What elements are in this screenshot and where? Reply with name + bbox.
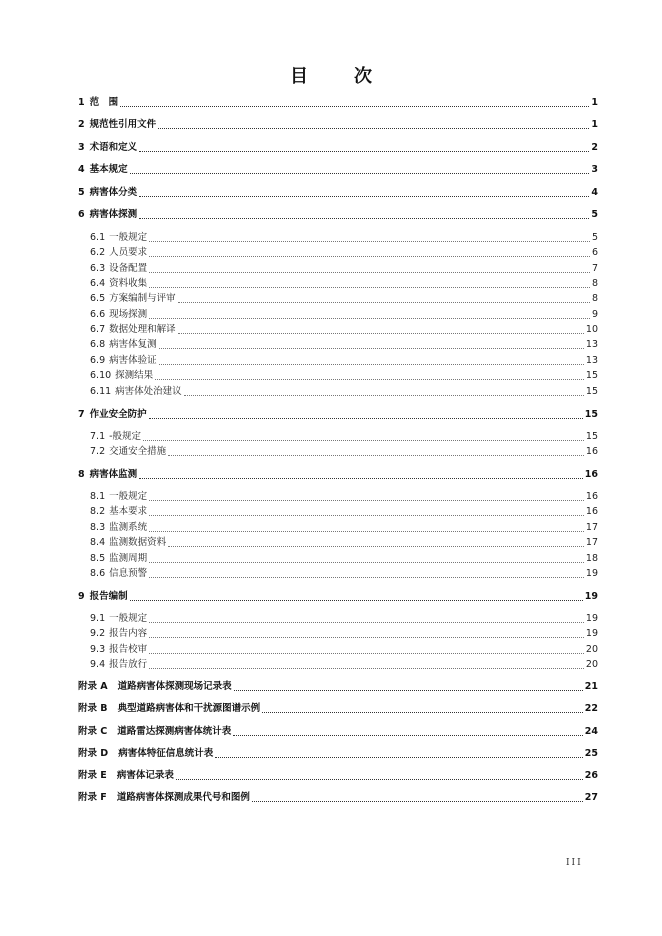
- toc-entry-label: 道路病害体探测成果代号和图例: [116, 792, 250, 803]
- toc-entry-page: 18: [585, 553, 598, 564]
- toc-entry-number: 6.6: [90, 309, 106, 320]
- toc-entry[interactable]: [78, 768, 598, 784]
- dot-leader: [149, 500, 584, 501]
- toc-entry-page: 1: [591, 97, 598, 108]
- toc-entry[interactable]: [78, 117, 598, 133]
- toc-entry-number: 6.4: [90, 278, 106, 289]
- toc-entry-label: 报告校审: [109, 644, 148, 655]
- dot-leader: [139, 478, 583, 479]
- toc-entry-number: 7: [78, 409, 85, 420]
- toc-entry-page: 8: [591, 293, 598, 304]
- toc-entry[interactable]: [78, 140, 598, 156]
- toc-entry-page: 20: [585, 644, 598, 655]
- toc-entry[interactable]: [78, 679, 598, 695]
- toc-entry-number: 4: [78, 164, 85, 175]
- toc-entry-number: 附录 B: [78, 703, 108, 714]
- toc-entry-number: 9.1: [90, 613, 106, 624]
- toc-entry[interactable]: [90, 551, 598, 567]
- toc-entry[interactable]: [78, 746, 598, 762]
- toc-entry-label: 典型道路病害体和干扰源图谱示例: [117, 703, 261, 714]
- toc-entry-label: 术语和定义: [89, 142, 138, 153]
- toc-entry-page: 25: [584, 748, 598, 759]
- toc-entry-number: 附录 E: [78, 770, 107, 781]
- toc-entry-number: 8.3: [90, 522, 106, 533]
- toc-entry[interactable]: [90, 429, 598, 445]
- toc-entry[interactable]: [78, 162, 598, 178]
- toc-entry-number: 3: [78, 142, 85, 153]
- toc-entry-label: 作业安全防护: [89, 409, 147, 420]
- toc-entry[interactable]: [90, 520, 598, 536]
- toc-entry-page: 3: [591, 164, 598, 175]
- dot-leader: [159, 364, 584, 365]
- toc-entry-number: 7.2: [90, 446, 106, 457]
- dot-leader: [262, 712, 583, 713]
- toc-entry-label: 一般规定: [109, 613, 148, 624]
- toc-entry-number: 8: [78, 469, 85, 480]
- toc-entry-label: 基本要求: [109, 506, 148, 517]
- toc-entry[interactable]: [90, 291, 598, 307]
- toc-entry-page: 15: [584, 409, 598, 420]
- toc-entry-page: 16: [585, 506, 598, 517]
- toc-entry-label: 交通安全措施: [109, 446, 167, 457]
- toc-entry-label: 道路病害体探测现场记录表: [117, 681, 232, 692]
- dot-leader: [149, 515, 584, 516]
- toc-entry-label: 监测系统: [109, 522, 148, 533]
- toc-entry-number: 附录 C: [78, 726, 108, 737]
- toc-entry-label: 病害体特征信息统计表: [118, 748, 214, 759]
- toc-entry-page: 22: [584, 703, 598, 714]
- toc-entry-label: 监测周期: [109, 553, 148, 564]
- toc-entry-label: 报告编制: [89, 591, 128, 602]
- toc-entry-page: 19: [585, 613, 598, 624]
- toc-entry-number: 附录 F: [78, 792, 107, 803]
- dot-leader: [149, 318, 590, 319]
- toc-entry-page: 4: [591, 187, 598, 198]
- toc-entry-number: 6: [78, 209, 85, 220]
- toc-entry[interactable]: [90, 611, 598, 627]
- toc-entry-label: 监测数据资料: [109, 537, 167, 548]
- dot-leader: [130, 173, 590, 174]
- toc-entry-page: 10: [585, 324, 598, 335]
- toc-entry-label: 规范性引用文件: [89, 119, 157, 130]
- toc-entry-page: 5: [591, 209, 598, 220]
- toc-entry[interactable]: [90, 230, 598, 246]
- toc-entry-number: 6.7: [90, 324, 106, 335]
- toc-entry-page: 6: [591, 247, 598, 258]
- dot-leader: [155, 379, 584, 380]
- dot-leader: [168, 455, 584, 456]
- toc-entry-number: 9: [78, 591, 85, 602]
- toc-entry[interactable]: [90, 353, 598, 369]
- toc-entry-page: 1: [591, 119, 598, 130]
- dot-leader: [149, 562, 584, 563]
- toc-entry-label: 信息预警: [109, 568, 148, 579]
- toc-entry-label: 现场探测: [109, 309, 148, 320]
- dot-leader: [234, 690, 583, 691]
- toc-entry-page: 13: [585, 339, 598, 350]
- dot-leader: [149, 531, 584, 532]
- toc-entry-number: 9.2: [90, 628, 106, 639]
- toc-entry-page: 7: [591, 263, 598, 274]
- toc-entry[interactable]: [90, 322, 598, 338]
- toc-entry[interactable]: [78, 701, 598, 717]
- toc-entry-number: 6.9: [90, 355, 106, 366]
- toc-entry[interactable]: [78, 467, 598, 483]
- dot-leader: [184, 395, 584, 396]
- toc-entry-page: 13: [585, 355, 598, 366]
- dot-leader: [215, 757, 583, 758]
- toc-entry[interactable]: [78, 407, 598, 423]
- toc-entry-label: 方案编制与评审: [109, 293, 176, 304]
- dot-leader: [149, 418, 583, 419]
- toc-entry[interactable]: [78, 185, 598, 201]
- dot-leader: [149, 272, 590, 273]
- toc-entry-number: 6.2: [90, 247, 106, 258]
- page-title: 目 次: [290, 66, 386, 87]
- toc-entry-number: 8.2: [90, 506, 106, 517]
- toc-entry-number: 附录 D: [78, 748, 109, 759]
- toc-entry-page: 17: [585, 522, 598, 533]
- toc-entry-label: 探测结果: [115, 370, 154, 381]
- dot-leader: [149, 668, 584, 669]
- toc-entry-page: 5: [591, 232, 598, 243]
- toc-entry-page: 15: [585, 386, 598, 397]
- dot-leader: [139, 196, 589, 197]
- dot-leader: [149, 622, 584, 623]
- toc-entry[interactable]: [90, 276, 598, 292]
- toc-entry-label: 病害体探测: [89, 209, 138, 220]
- dot-leader: [168, 546, 584, 547]
- toc-entry-number: 6.10: [90, 370, 112, 381]
- toc-entry-number: 5: [78, 187, 85, 198]
- toc-entry-label: 数据处理和解译: [109, 324, 176, 335]
- dot-leader: [149, 241, 590, 242]
- toc-entry[interactable]: [90, 489, 598, 505]
- toc-entry-label: 病害体复测: [109, 339, 157, 350]
- toc-entry-number: 7.1: [90, 431, 106, 442]
- dot-leader: [149, 287, 590, 288]
- toc-entry-label: 设备配置: [109, 263, 148, 274]
- toc-entry[interactable]: [90, 642, 598, 658]
- toc-entry[interactable]: [90, 566, 598, 582]
- dot-leader: [149, 577, 584, 578]
- toc-entry-label: 报告放行: [109, 659, 148, 670]
- toc-entry-page: 8: [591, 278, 598, 289]
- toc-entry-page: 15: [585, 370, 598, 381]
- toc-entry-number: 8.6: [90, 568, 106, 579]
- dot-leader: [233, 735, 582, 736]
- toc-entry-page: 19: [584, 591, 598, 602]
- toc-entry-number: 8.5: [90, 553, 106, 564]
- toc-entry-page: 9: [591, 309, 598, 320]
- toc-entry[interactable]: [78, 724, 598, 740]
- toc-entry[interactable]: [78, 95, 598, 111]
- toc-entry-number: 8.4: [90, 537, 106, 548]
- toc-entry-label: -般规定: [109, 431, 142, 442]
- dot-leader: [120, 106, 589, 107]
- toc-entry[interactable]: [90, 245, 598, 261]
- toc-entry-number: 6.1: [90, 232, 106, 243]
- toc-entry[interactable]: [90, 535, 598, 551]
- toc-entry[interactable]: [78, 790, 598, 806]
- toc-entry-page: 24: [584, 726, 598, 737]
- toc-entry-page: 21: [584, 681, 598, 692]
- toc-entry[interactable]: [78, 589, 598, 605]
- toc-entry-number: 6.11: [90, 386, 112, 397]
- toc-entry-number: 9.3: [90, 644, 106, 655]
- toc-entry-label: 道路雷达探测病害体统计表: [117, 726, 232, 737]
- toc-entry[interactable]: [78, 207, 598, 223]
- toc-entry-page: 16: [585, 446, 598, 457]
- toc-entry-label: 病害体记录表: [116, 770, 174, 781]
- toc-entry[interactable]: [90, 384, 598, 400]
- dot-leader: [139, 218, 589, 219]
- dot-leader: [252, 801, 583, 802]
- toc-entry-page: 19: [585, 568, 598, 579]
- toc-entry-page: 26: [584, 770, 598, 781]
- toc-entry-page: 20: [585, 659, 598, 670]
- toc-entry[interactable]: [90, 368, 598, 384]
- dot-leader: [149, 256, 590, 257]
- toc-entry-label: 一般规定: [109, 491, 148, 502]
- toc-entry[interactable]: [90, 444, 598, 460]
- toc-entry-page: 15: [585, 431, 598, 442]
- toc-entry-number: 6.8: [90, 339, 106, 350]
- dot-leader: [158, 128, 589, 129]
- toc-entry[interactable]: [90, 337, 598, 353]
- toc-entry-label: 范 围: [89, 97, 119, 108]
- toc-entry-page: 19: [585, 628, 598, 639]
- toc-entry[interactable]: [90, 307, 598, 323]
- toc-entry-page: 16: [584, 469, 598, 480]
- toc-entry-page: 17: [585, 537, 598, 548]
- toc-entry-label: 病害体验证: [109, 355, 157, 366]
- toc-entry-label: 病害体分类: [89, 187, 138, 198]
- toc-entry-number: 9.4: [90, 659, 106, 670]
- toc-entry-label: 资料收集: [109, 278, 148, 289]
- toc-entry-number: 8.1: [90, 491, 106, 502]
- toc-entry-number: 附录 A: [78, 681, 108, 692]
- toc-entry-page: 16: [585, 491, 598, 502]
- dot-leader: [139, 151, 589, 152]
- dot-leader: [176, 779, 583, 780]
- toc-entry-number: 1: [78, 97, 85, 108]
- toc-entry-label: 人员要求: [109, 247, 148, 258]
- toc-entry-number: 6.5: [90, 293, 106, 304]
- toc-entry-label: 一般规定: [109, 232, 148, 243]
- toc-entry-label: 病害体监测: [89, 469, 138, 480]
- toc-entry-label: 报告内容: [109, 628, 148, 639]
- toc-entry[interactable]: [90, 626, 598, 642]
- toc-entry-page: 27: [584, 792, 598, 803]
- toc-entry-number: 6.3: [90, 263, 106, 274]
- dot-leader: [149, 653, 584, 654]
- dot-leader: [178, 333, 584, 334]
- dot-leader: [143, 440, 584, 441]
- dot-leader: [178, 302, 590, 303]
- toc-entry[interactable]: [90, 504, 598, 520]
- toc-entry[interactable]: [90, 657, 598, 673]
- dot-leader: [159, 348, 584, 349]
- dot-leader: [130, 600, 583, 601]
- toc-entry[interactable]: [90, 261, 598, 277]
- toc-entry-label: 病害体处治建议: [115, 386, 182, 397]
- page-number: III: [566, 858, 583, 868]
- dot-leader: [149, 637, 584, 638]
- toc-entry-page: 2: [591, 142, 598, 153]
- toc-entry-number: 2: [78, 119, 85, 130]
- toc-entry-label: 基本规定: [89, 164, 128, 175]
